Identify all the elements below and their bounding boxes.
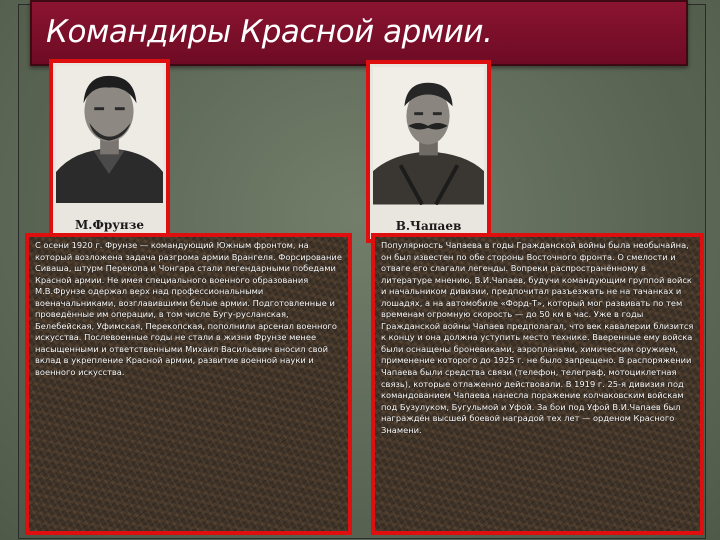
portrait-photo-chapaev <box>373 67 484 205</box>
title-bar <box>30 0 688 66</box>
text-box-chapaev <box>371 233 704 535</box>
text-frunze: С осени 1920 г. Фрунзе — командующий Южным фронтом, на который возложена задача разгрома армии Врангеля. Форсирование Сиваша, штурм Перекопа и Чонгара стали легендарными победами Красной армии. Не имея специального военного образования М.В.Фрунзе одержал верх над профессиональными военачальниками, возглавившими белые армии. Подготовленные и проведённые им операции, в том числе Бугу-русланская, Белебейская, Уфимская, Перекопская, пополнили арсенал военного искусства. Послевоенные годы не стали в жизни Фрунзе менее насыщенными и ответственными Михаил Васильевич вносил свой вклад в укрепление Красной армии, развитие военной науки и военного искусства. <box>35 240 342 378</box>
portrait-chapaev <box>366 60 491 243</box>
portrait-caption-chapaev: В.Чапаев <box>395 219 462 233</box>
portrait-photo-frunze <box>56 66 163 203</box>
portrait-caption-frunze: М.Фрунзе <box>75 218 144 232</box>
slide-title: Командиры Красной армии. <box>46 14 493 50</box>
text-box-frunze <box>25 233 352 535</box>
text-chapaev: Популярность Чапаева в годы Гражданской войны была необычайна, он был известен по обе стороны Восточного фронта. О смелости и отваге его слагали легенды. Вопреки распространённому в литературе мнению, В.И.Чапаев, будучи командующим группой войск и начальником дивизии, предпочитал разъезжать не на тачанках и лошадях, а на автомобиле «Форд-Т», который мог развивать по тем временам огромную скорость — до 50 км в час. Уже в годы Гражданской войны Чапаев предполагал, что век кавалерии близится к концу и она должна уступить место технике. Вверенные ему войска были оснащены броневиками, аэропланами, химическим оружием, применение которого до 1925 г. не было запрещено. В распоряжении Чапаева были средства связи (телефон, телеграф, мотоциклетная связь), которые отлаженно действовали. В 1919 г. 25-я дивизия под командованием Чапаева нанесла поражение колчаковским войскам под Бузулуком, Бугульмой и Уфой. За бои под Уфой В.И.Чапаев был награждён высшей боевой наградой тех лет — орденом Красного Знамени. <box>381 240 694 435</box>
portrait-frunze <box>49 59 170 242</box>
